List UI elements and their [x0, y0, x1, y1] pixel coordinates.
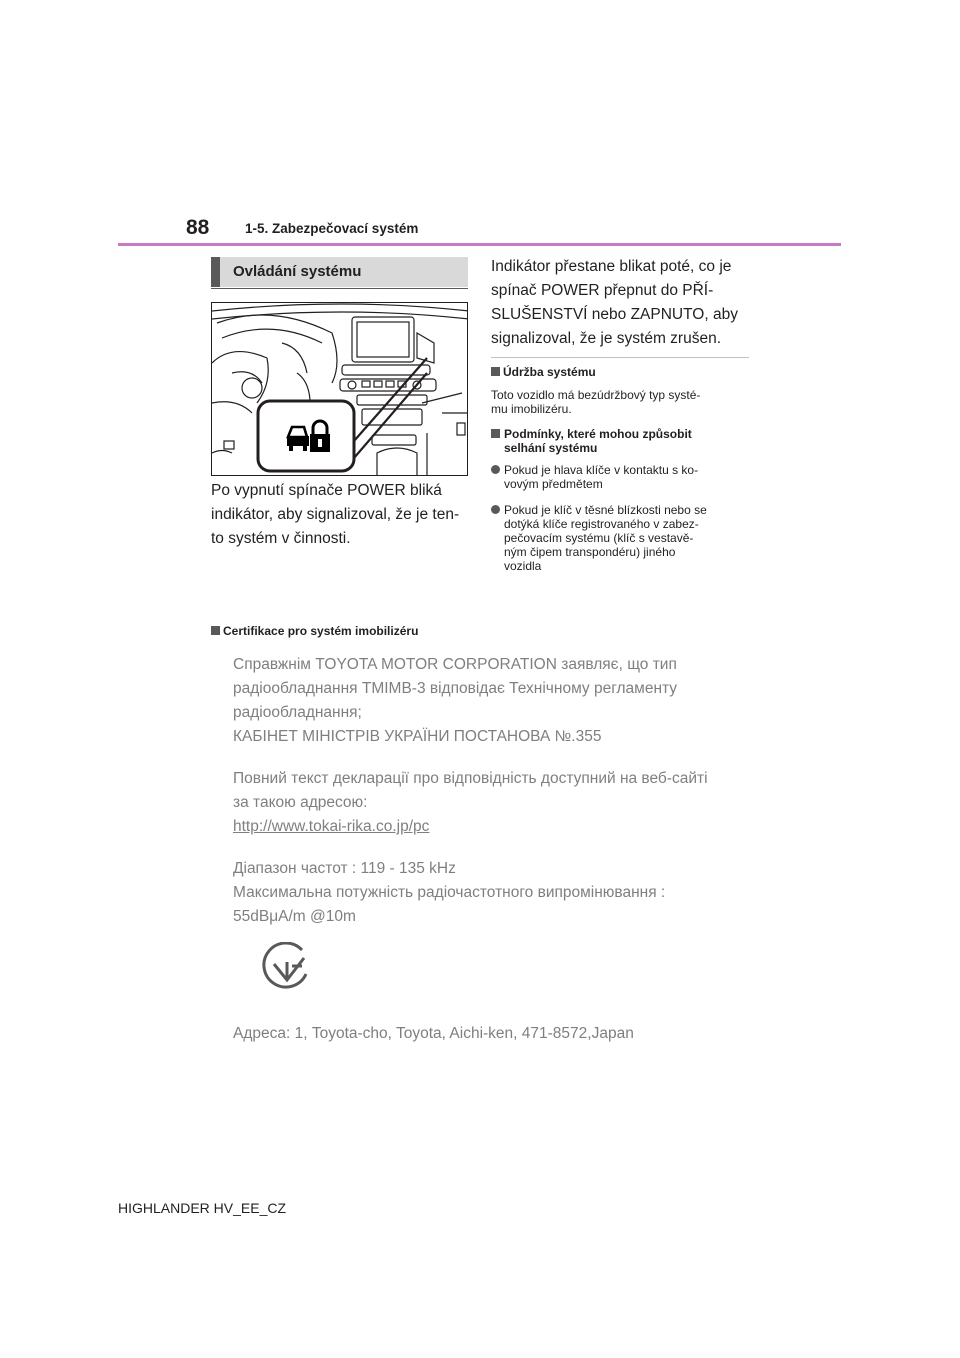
circle-bullet-icon [491, 505, 500, 514]
box-heading-title: Ovládání systému [233, 263, 362, 280]
text-line: Повний текст декларації про відповідність доступний на веб-сайті [233, 770, 708, 787]
text-line: Максимальна потужність радіочастотного випромінювання : [233, 884, 666, 901]
text-line: КАБІНЕТ МІНІСТРІВ УКРАЇНИ ПОСТАНОВА №.355 [233, 728, 602, 745]
text-line: 55dBμA/m @10m [233, 908, 356, 925]
circle-bullet-icon [491, 465, 500, 474]
column-divider [491, 357, 749, 358]
certification-heading [211, 624, 418, 638]
text-line: to systém v činnosti. [211, 530, 351, 547]
text-line: Діапазон частот : 119 - 135 kHz [233, 860, 456, 877]
declaration-link[interactable]: http://www.tokai-rika.co.jp/pc [233, 818, 430, 835]
square-bullet-icon [211, 626, 220, 635]
maintenance-heading [491, 365, 596, 379]
address-line: Адреса: 1, Toyota-cho, Toyota, Aichi-ken, 471-8572,Japan [233, 1025, 634, 1042]
box-heading [211, 257, 468, 287]
maintenance-text [491, 388, 700, 416]
text-line: dotýká klíče registrovaného v zabez- [504, 517, 699, 531]
frequency-block [233, 857, 753, 929]
model-footer: HIGHLANDER HV_EE_CZ [118, 1200, 287, 1216]
declaration-block [233, 653, 753, 749]
page-number: 88 [186, 216, 210, 239]
dashboard-illustration [211, 302, 468, 476]
text-line: ným čipem transpondéru) jiného [504, 545, 676, 559]
ukrainian-conformity-mark-icon [262, 942, 312, 992]
text-line: Toto vozidlo má bezúdržbový typ systé- [491, 388, 701, 402]
right-paragraph [491, 255, 751, 351]
text-line: indikátor, aby signalizoval, že je ten- [211, 506, 460, 523]
text-line: за такою адресою: [233, 794, 368, 811]
section-title: 1-5. Zabezpečovací systém [245, 221, 419, 236]
text-line: Po vypnutí spínače POWER bliká [211, 482, 442, 499]
dashboard-drawing [212, 303, 468, 476]
text-line: радіообладнання; [233, 704, 362, 721]
text-line: радіообладнання TMIMB-3 відповідає Технічному регламенту [233, 680, 678, 697]
box-underline [211, 288, 468, 289]
text-line: Справжнім TOYOTA MOTOR CORPORATION заявляє, що тип [233, 656, 677, 673]
text-line: selhání systému [504, 441, 598, 455]
security-indicator-icon [286, 417, 330, 455]
maintenance-title: Údržba systému [503, 365, 596, 379]
text-line: signalizoval, že je systém zrušen. [491, 330, 722, 347]
text-line: SLUŠENSTVÍ nebo ZAPNUTO, aby [491, 306, 738, 323]
text-line: vozidla [504, 559, 542, 573]
left-paragraph [211, 479, 471, 551]
text-line: mu imobilizéru. [491, 402, 572, 416]
square-bullet-icon [491, 367, 500, 376]
text-line: vovým předmětem [504, 477, 603, 491]
heading-bar [211, 257, 220, 287]
certification-title: Certifikace pro systém imobilizéru [223, 624, 419, 638]
text-line: spínač POWER přepnut do PŘÍ- [491, 282, 714, 299]
text-line: pečovacím systému (klíč s vestavě- [504, 531, 694, 545]
text-line: Pokud je hlava klíče v kontaktu s ko- [504, 463, 699, 477]
text-line: Indikátor přestane blikat poté, co je [491, 258, 732, 275]
text-line: Podmínky, které mohou způsobit [504, 427, 692, 441]
header-rule [118, 243, 841, 246]
declaration-url-block [233, 767, 753, 839]
square-bullet-icon [491, 429, 500, 438]
text-line: Pokud je klíč v těsné blízkosti nebo se [504, 503, 707, 517]
